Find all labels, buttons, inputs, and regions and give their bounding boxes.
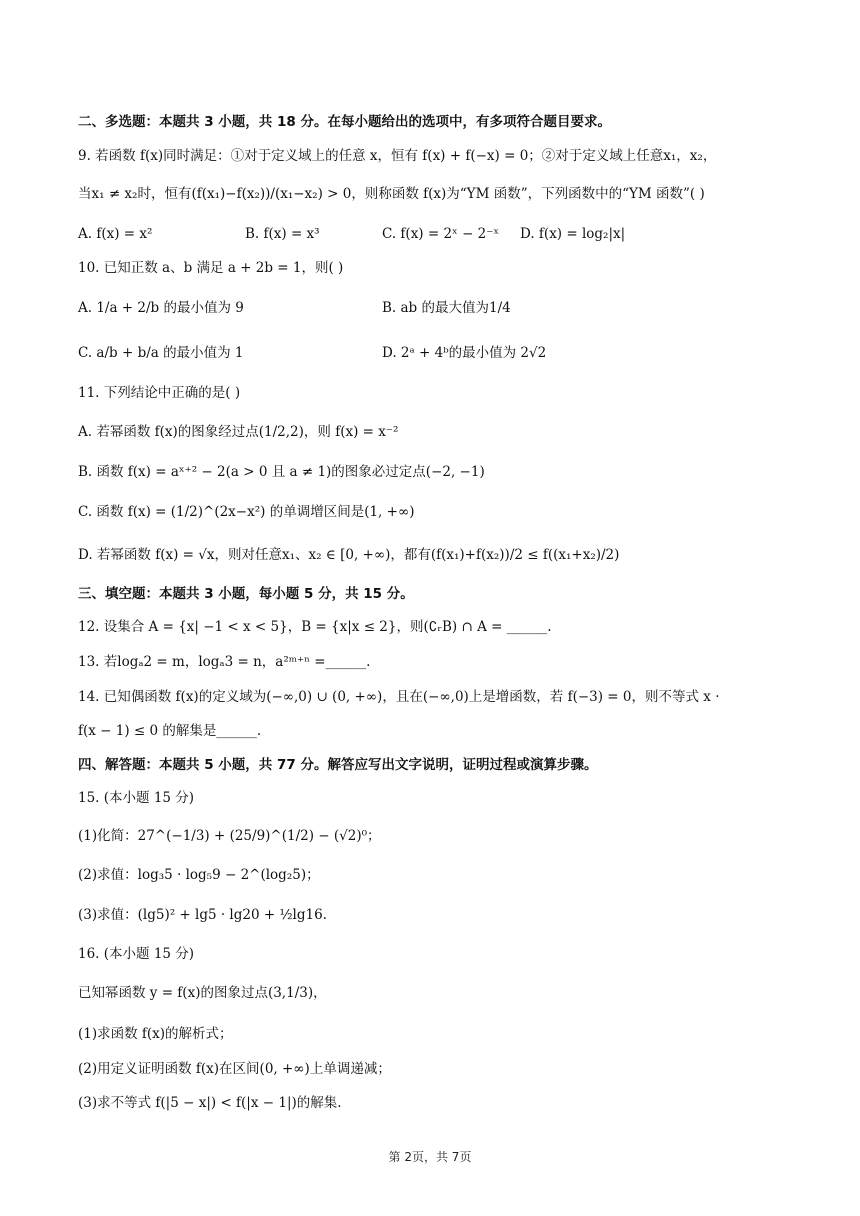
q10-option-c: C. a/b + b/a 的最小值为 1 xyxy=(78,345,244,361)
q14-line1: 14. 已知偶函数 f(x)的定义域为(−∞,0) ∪ (0, +∞)，且在(−∞,0)上是增函数，若 f(−3) = 0，则不等式 x · xyxy=(78,689,720,705)
q10-option-b: B. ab 的最大值为1/4 xyxy=(382,300,511,316)
q10-stem: 10. 已知正数 a、b 满足 a + 2b = 1，则( ) xyxy=(78,260,344,276)
page-footer: 第 2页，共 7页 xyxy=(388,1150,472,1164)
q14-line2: f(x − 1) ≤ 0 的解集是______. xyxy=(78,723,262,739)
q16-stem: 已知幂函数 y = f(x)的图象过点(3,1/3)， xyxy=(78,985,327,1001)
q11-option-b: B. 函数 f(x) = aˣ⁺² − 2(a > 0 且 a ≠ 1)的图象必过定点(−2, −1) xyxy=(78,464,485,480)
q15-part3: (3)求值：(lg5)² + lg5 · lg20 + ½lg16. xyxy=(78,907,327,923)
q13: 13. 若logₐ2 = m，logₐ3 = n，a²ᵐ⁺ⁿ =______. xyxy=(78,654,371,670)
q11-option-a: A. 若幂函数 f(x)的图象经过点(1/2,2)，则 f(x) = x⁻² xyxy=(78,424,399,440)
q11-option-c: C. 函数 f(x) = (1/2)^(2x−x²) 的单调增区间是(1, +∞) xyxy=(78,504,415,520)
q15-part1: (1)化简：27^(−1/3) + (25/9)^(1/2) − (√2)⁰； xyxy=(78,828,381,844)
q15-part2: (2)求值：log₃5 · log₅9 − 2^(log₂5)； xyxy=(78,867,320,883)
q9-stem-line2: 当x₁ ≠ x₂时，恒有(f(x₁)−f(x₂))/(x₁−x₂) > 0，则称函数 f(x)为“YM 函数”，下列函数中的“YM 函数”( ) xyxy=(78,186,705,202)
q16-part2: (2)用定义证明函数 f(x)在区间(0, +∞)上单调递减； xyxy=(78,1061,391,1077)
q12: 12. 设集合 A = {x| −1 < x < 5}，B = {x|x ≤ 2}，则(∁ᵣB) ∩ A = ______. xyxy=(78,619,552,635)
q9-option-d: D. f(x) = log₂|x| xyxy=(520,226,626,242)
q16-title: 16. (本小题 15 分) xyxy=(78,946,195,962)
q9-option-c: C. f(x) = 2ˣ − 2⁻ˣ xyxy=(382,226,500,242)
q11-stem: 11. 下列结论中正确的是( ) xyxy=(78,385,241,401)
q9-option-a: A. f(x) = x² xyxy=(78,226,153,242)
q15-title: 15. (本小题 15 分) xyxy=(78,790,195,806)
section-heading-multi-choice: 二、多选题：本题共 3 小题，共 18 分。在每小题给出的选项中，有多项符合题目要求。 xyxy=(78,114,611,130)
q9-stem-line1: 9. 若函数 f(x)同时满足：①对于定义域上的任意 x，恒有 f(x) + f(−x) = 0；②对于定义域上任意x₁，x₂， xyxy=(78,148,717,164)
section-heading-fill-blank: 三、填空题：本题共 3 小题，每小题 5 分，共 15 分。 xyxy=(78,586,414,602)
q16-part3: (3)求不等式 f(|5 − x|) < f(|x − 1|)的解集. xyxy=(78,1095,342,1111)
q9-option-b: B. f(x) = x³ xyxy=(245,226,320,242)
q10-option-d: D. 2ᵃ + 4ᵇ的最小值为 2√2 xyxy=(382,345,547,361)
q10-option-a: A. 1/a + 2/b 的最小值为 9 xyxy=(78,300,244,316)
q16-part1: (1)求函数 f(x)的解析式； xyxy=(78,1026,233,1042)
section-heading-answer: 四、解答题：本题共 5 小题，共 77 分。解答应写出文字说明，证明过程或演算步骤。 xyxy=(78,757,598,773)
q11-option-d: D. 若幂函数 f(x) = √x，则对任意x₁、x₂ ∈ [0, +∞)，都有(f(x₁)+f(x₂))/2 ≤ f((x₁+x₂)/2) xyxy=(78,547,620,563)
